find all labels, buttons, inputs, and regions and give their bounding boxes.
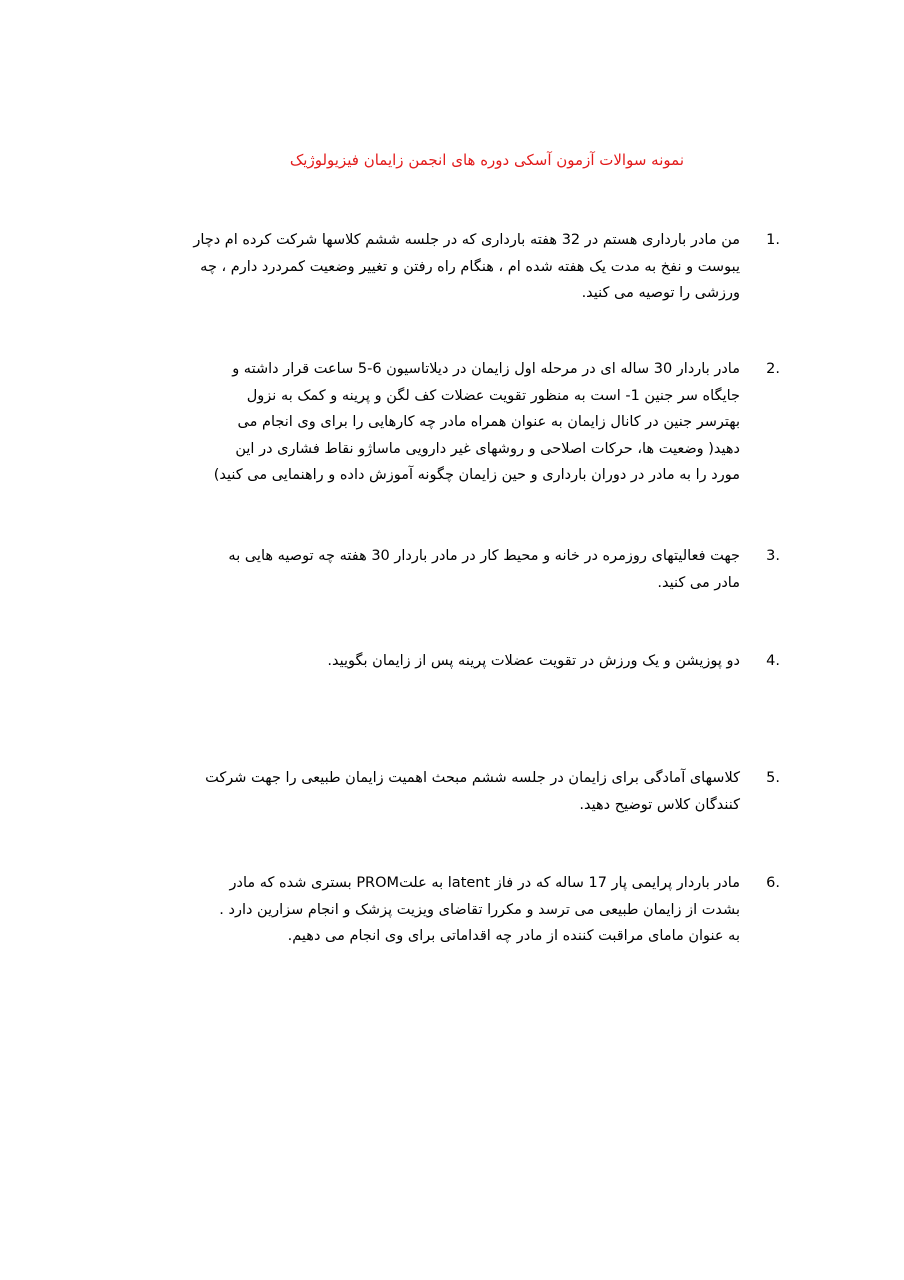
question-number: 4.: [766, 653, 780, 669]
question-number: 3.: [766, 548, 780, 564]
question-line: یبوست و نفخ به مدت یک هفته شده ام ، هنگام راه رفتن و تغییر وضعیت کمردرد دارم ، چه: [200, 258, 740, 275]
question-line: جهت فعالیتهای روزمره در خانه و محیط کار در مادر باردار 30 هفته چه توصیه هایی به: [228, 548, 740, 564]
question-text: [100, 356, 740, 489]
question-text: [100, 870, 740, 950]
question-number: 6.: [766, 875, 780, 891]
question-line: من مادر بارداری هستم در 32 هفته بارداری که در جلسه ششم کلاسها شرکت کرده ام دچار: [193, 232, 740, 248]
question-line: بهترسر جنین در کانال زایمان به عنوان همراه مادر چه کارهایی را برای وی انجام می: [237, 414, 740, 430]
question-3: [100, 543, 780, 596]
question-line: بشدت از زایمان طبیعی می ترسد و مکررا تقاضای ویزیت پزشک و انجام سزارین دارد .: [219, 901, 740, 918]
question-5: [100, 765, 780, 818]
question-2: [100, 356, 780, 489]
question-4: [100, 648, 780, 675]
question-line: دهید( وضعیت ها، حرکات اصلاحی و روشهای غیر دارویی ماساژو نقاط فشاری در این: [235, 440, 740, 457]
question-text: [100, 765, 740, 818]
question-number: 1.: [766, 232, 780, 248]
question-line: مورد را به مادر در دوران بارداری و حین زایمان چگونه آموزش داده و راهنمایی می کنید): [213, 467, 740, 483]
question-line: دو پوزیشن و یک ورزش در تقویت عضلات پرینه پس از زایمان بگویید.: [327, 653, 740, 669]
question-line: مادر می کنید.: [657, 574, 740, 591]
question-line: مادر باردار پرایمی پار 17 ساله که در فاز latent به علتPROM بستری شده که مادر: [229, 875, 740, 891]
question-line: ورزشی را توصیه می کنید.: [581, 285, 740, 301]
question-text: [100, 227, 740, 307]
question-line: مادر باردار 30 ساله ای در مرحله اول زایمان در دیلاتاسیون 6-5 ساعت قرار داشته و: [232, 361, 740, 377]
document-title: نمونه سوالات آزمون آسکی دوره های انجمن زایمان فیزیولوژیک: [289, 151, 684, 169]
question-number: 2.: [766, 361, 780, 377]
question-line: کنندگان کلاس توضیح دهید.: [579, 796, 740, 813]
question-line: جایگاه سر جنین 1- است به منظور تقویت عضلات کف لگن و پرینه و کمک به نزول: [246, 387, 740, 404]
question-text: [100, 648, 740, 675]
question-text: [100, 543, 740, 596]
question-number: 5.: [766, 770, 780, 786]
question-line: به عنوان مامای مراقبت کننده از مادر چه اقداماتی برای وی انجام می دهیم.: [287, 928, 740, 944]
question-1: [100, 227, 780, 307]
question-line: کلاسهای آمادگی برای زایمان در جلسه ششم مبحث اهمیت زایمان طبیعی را جهت شرکت: [205, 770, 740, 786]
question-6: [100, 870, 780, 950]
